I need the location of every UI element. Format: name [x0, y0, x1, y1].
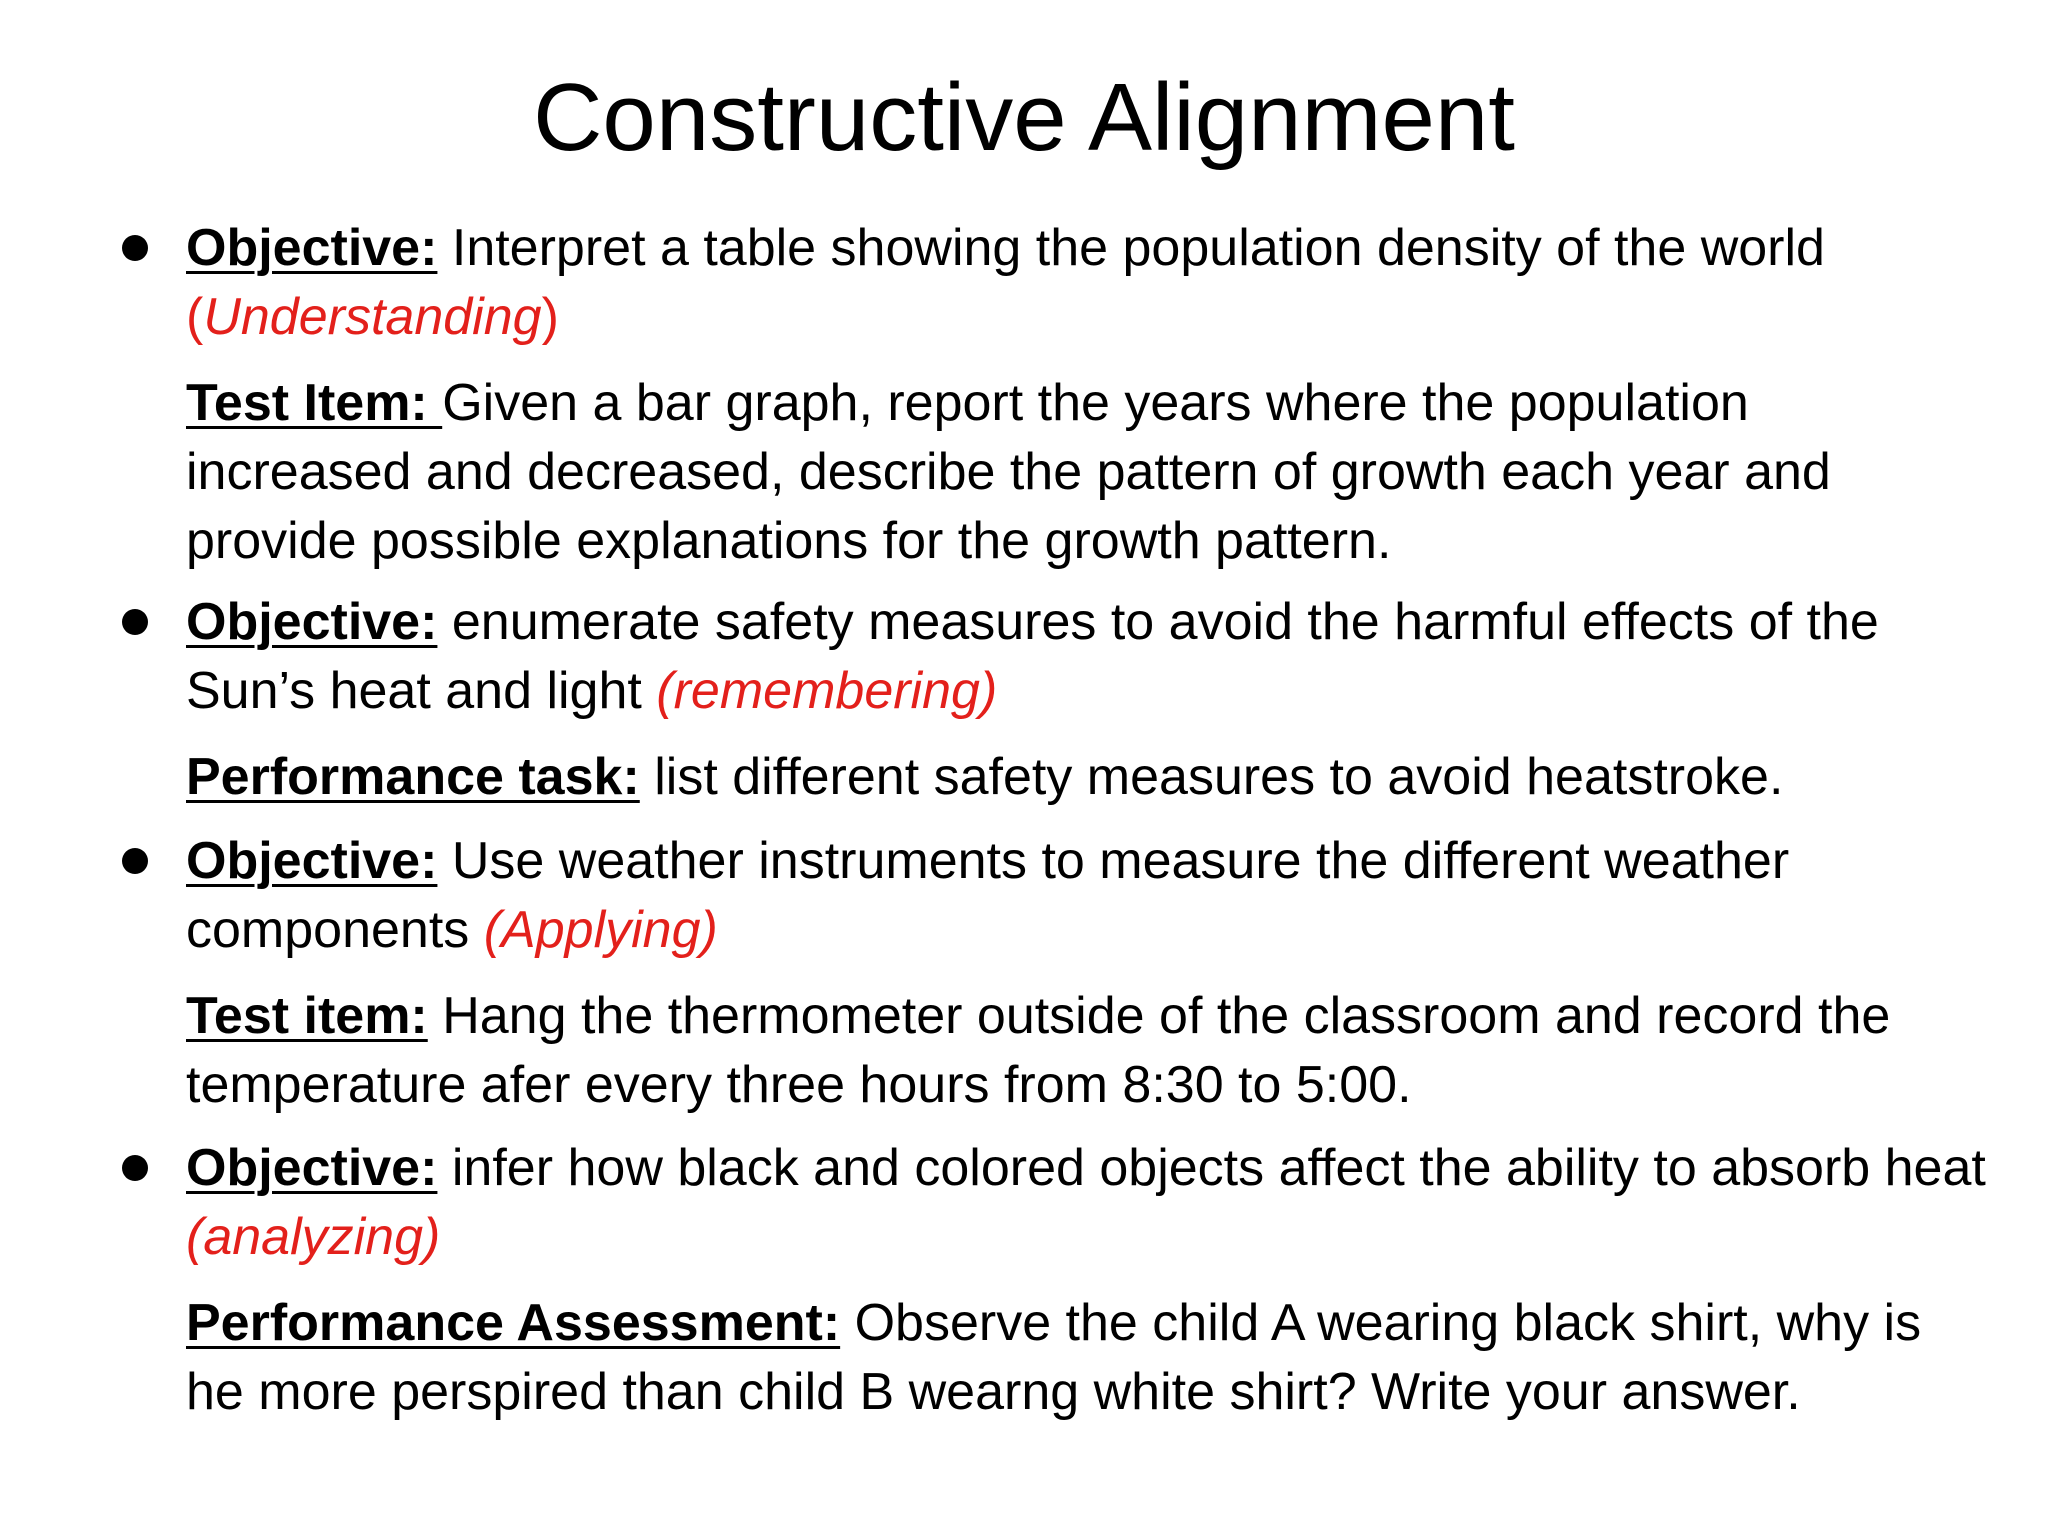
- task-text: Hang the thermometer outside of the classroom and record the temperature afer every three hours from 8:30 to 5:00.: [186, 987, 1891, 1114]
- bullet-item-4: [186, 1134, 1986, 1427]
- objective-text: Interpret a table showing the population density of the world: [437, 219, 1825, 277]
- task-text: list different safety measures to avoid heatstroke.: [639, 748, 1784, 806]
- objective-label: Objective:: [186, 219, 438, 277]
- task-paragraph: [186, 1289, 1986, 1427]
- bullet-item-2: [186, 588, 1986, 812]
- cognitive-level: (Applying): [483, 901, 718, 959]
- level-close-paren: ): [541, 288, 559, 346]
- objective-label: Objective:: [186, 832, 438, 890]
- task-paragraph: [186, 743, 1986, 812]
- task-label: Test Item:: [186, 374, 443, 432]
- bullet-dot-icon: [122, 848, 148, 874]
- task-text: Observe the child A wearing black shirt, why is he more perspired than child B wearng white shirt? Write your answer.: [186, 1294, 1922, 1421]
- cognitive-level: Understanding: [203, 288, 542, 346]
- bullet-dot-icon: [122, 1155, 148, 1181]
- objective-text: Use weather instruments to measure the different weather components: [186, 832, 1790, 959]
- objective-paragraph: [186, 588, 1986, 726]
- objective-label: Objective:: [186, 593, 438, 651]
- bullet-dot-icon: [122, 609, 148, 635]
- cognitive-level: (analyzing): [186, 1208, 441, 1266]
- cognitive-level: (remembering): [656, 662, 998, 720]
- objective-label: Objective:: [186, 1139, 438, 1197]
- level-open-paren: (: [186, 288, 204, 346]
- task-label: Performance Assessment:: [186, 1294, 841, 1352]
- bullet-dot-icon: [122, 235, 148, 261]
- task-text: Given a bar graph, report the years where the population increased and decreased, describe the pattern of growth each year and provide possible explanations for the growth pattern.: [186, 374, 1831, 570]
- objective-paragraph: [186, 1134, 1986, 1272]
- task-paragraph: [186, 982, 1986, 1120]
- bullet-item-3: [186, 827, 1986, 1120]
- bullet-item-1: [186, 214, 1986, 576]
- task-label: Performance task:: [186, 748, 640, 806]
- task-label: Test item:: [186, 987, 428, 1045]
- objective-text: enumerate safety measures to avoid the harmful effects of the Sun’s heat and light: [186, 593, 1879, 720]
- task-paragraph: [186, 369, 1986, 576]
- slide-title: Constructive Alignment: [533, 64, 1515, 171]
- objective-paragraph: [186, 214, 1986, 352]
- objective-text: infer how black and colored objects affect the ability to absorb heat: [437, 1139, 1986, 1197]
- objective-paragraph: [186, 827, 1986, 965]
